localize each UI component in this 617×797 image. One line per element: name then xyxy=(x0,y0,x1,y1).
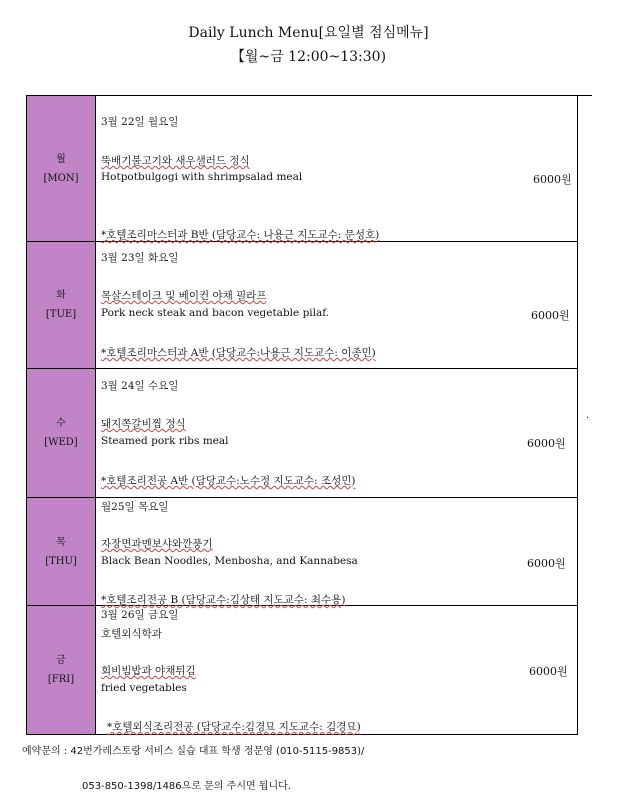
menu-price: 6000원 xyxy=(527,437,566,450)
menu-note: *호텔조리마스터과 B반 (담당교수: 나용근 지도교수: 문성호) xyxy=(101,229,380,241)
menu-date: 3월 23일 화요일 xyxy=(101,252,179,264)
menu-english: Steamed pork ribs meal xyxy=(101,435,229,447)
side-mark: . xyxy=(586,410,590,421)
menu-english: Black Bean Noodles, Menbosha, and Kannabesa xyxy=(101,555,358,567)
menu-english: fried vegetables xyxy=(101,682,187,694)
day-en: [THU] xyxy=(45,555,77,567)
menu-note: *호텔조리마스터과 A반 (담당교수:나용근 지도교수: 이종민) xyxy=(101,347,376,359)
menu-content xyxy=(95,242,577,368)
menu-date: 3월 22일 월요일 xyxy=(101,116,179,128)
menu-row-tue xyxy=(26,242,578,369)
menu-department: 호텔외식학과 xyxy=(101,628,162,640)
menu-row-thu xyxy=(26,498,578,606)
menu-note: *호텔조리전공 B (담당교수:김상태 지도교수: 최수용) xyxy=(101,594,346,606)
menu-row-mon xyxy=(26,95,578,242)
menu-row-wed xyxy=(26,369,578,498)
day-cell xyxy=(27,369,96,497)
day-cell xyxy=(27,242,96,368)
day-cell xyxy=(27,606,96,734)
day-cell xyxy=(27,498,96,605)
menu-date: 3월 24일 수요일 xyxy=(101,380,179,392)
day-en: [WED] xyxy=(44,437,78,448)
day-kr: 목 xyxy=(56,536,66,548)
menu-price: 6000원 xyxy=(529,665,568,678)
service-hours: 【월~금 12:00~13:30) xyxy=(230,49,387,65)
day-en: [FRI] xyxy=(47,674,75,685)
menu-note: *호텔외식조리전공 (담당교수:김경묘 지도교수: 김경묘) xyxy=(107,721,361,733)
day-kr: 금 xyxy=(56,655,66,666)
menu-english: Hotpotbulgogi with shrimpsalad meal xyxy=(101,171,303,183)
menu-content xyxy=(95,96,577,241)
day-en: [MON] xyxy=(43,172,79,184)
menu-note: *호텔조리전공 A반 (담당교수:노수정 지도교수: 조성민) xyxy=(101,475,356,487)
day-en: [TUE] xyxy=(45,309,77,320)
menu-korean: 목살스테이크 및 베이컨 야채 필라프 xyxy=(101,290,267,302)
menu-content xyxy=(95,369,577,497)
day-kr: 화 xyxy=(56,290,66,301)
menu-content xyxy=(95,606,577,734)
menu-korean: 자장면과멘보샤와깐풍기 xyxy=(101,538,213,550)
menu-date: 월25일 목요일 xyxy=(101,501,169,513)
menu-price: 6000원 xyxy=(533,173,572,186)
menu-date: 3월 26일 금요일 xyxy=(101,609,179,621)
menu-korean: 돼지쪽갈비찜 정식 xyxy=(101,418,186,430)
page-title: Daily Lunch Menu[요일별 점심메뉴] xyxy=(188,25,429,41)
menu-korean: 회비빔밥과 야채튀김 xyxy=(101,665,196,677)
menu-price: 6000원 xyxy=(527,557,566,570)
day-kr: 월 xyxy=(56,153,66,165)
day-cell xyxy=(27,96,96,241)
day-kr: 수 xyxy=(56,418,66,429)
reservation-contact: 예약문의 : 42번가레스토랑 서비스 실습 대표 학생 정문영 (010-5115-9853)/ xyxy=(22,746,365,757)
menu-content xyxy=(95,498,577,605)
menu-row-fri xyxy=(26,606,578,735)
menu-korean: 뚝배기불고기와 새우샐러드 정식 xyxy=(101,155,250,167)
menu-english: Pork neck steak and bacon vegetable pilaf. xyxy=(101,307,330,319)
reservation-phone: 053-850-1398/1486으로 문의 주시면 됩니다. xyxy=(82,781,291,792)
menu-price: 6000원 xyxy=(531,309,570,322)
